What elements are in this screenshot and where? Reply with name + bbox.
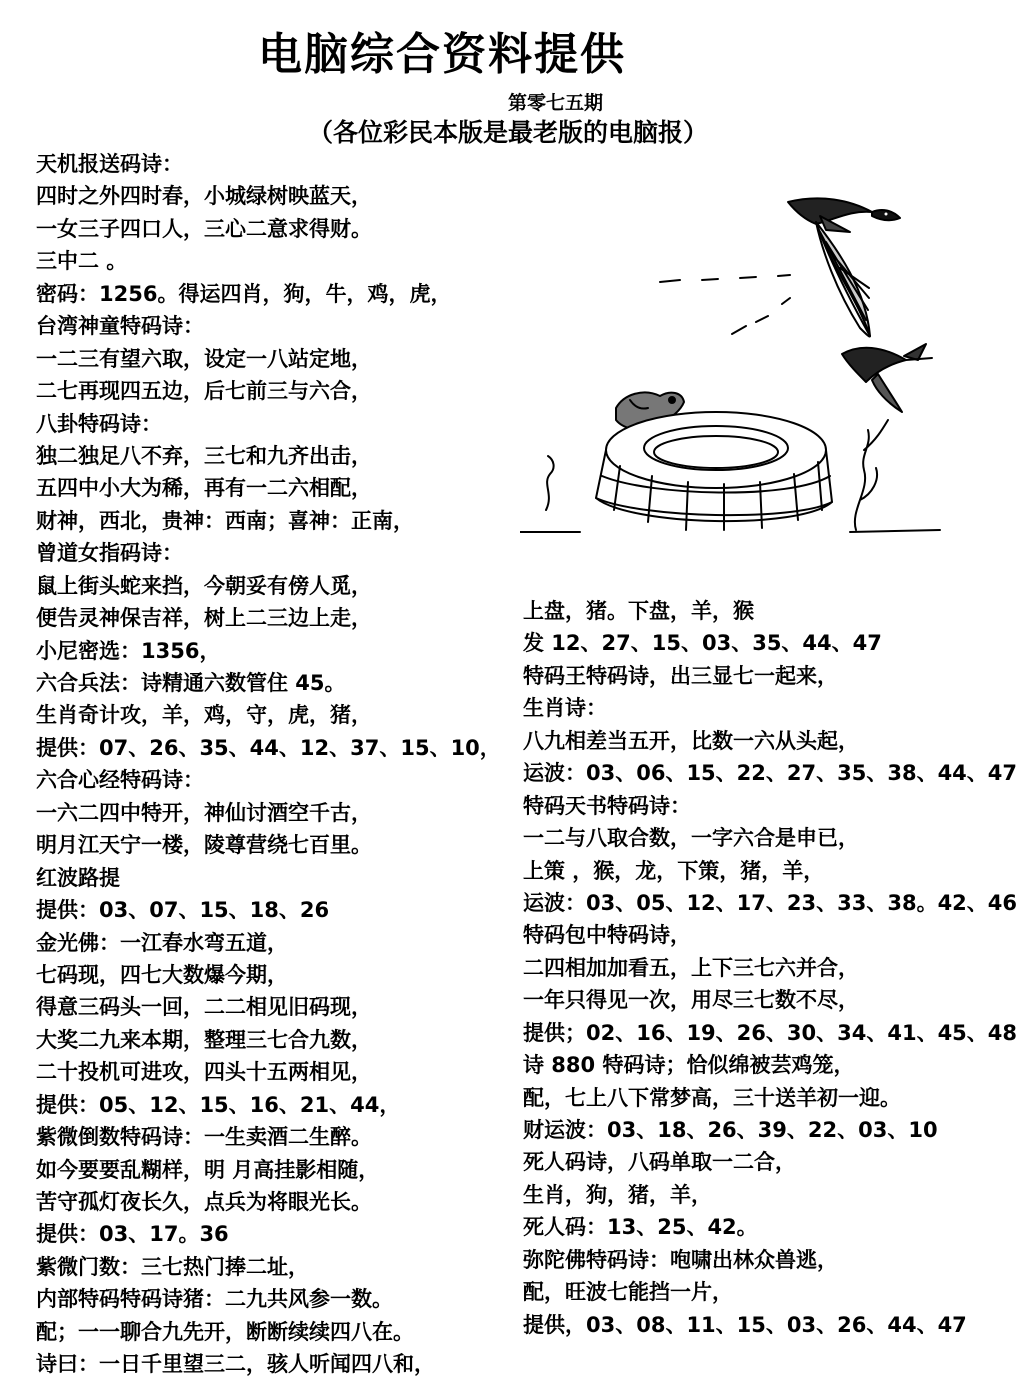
text-line: 紫微门数：三七热门捧二址， [36,1254,309,1279]
text-line: 特码天书特码诗： [523,793,691,818]
text-line: 八九相差当五开，比数一六从头起， [523,728,859,753]
text-line: 密码：1256。得运四肖，狗，牛，鸡，虎， [36,281,452,306]
text-line: 一年只得见一次，用尽三七数不尽， [523,988,859,1013]
lower-bird-icon [842,344,932,412]
text-line: 便告灵神保吉祥，树上二三边上走， [36,606,372,631]
issue-number: 第零七五期 [508,92,604,114]
text-line: 得意三码头一回，二二相见旧码现， [36,995,372,1020]
text-line: 如今要要乱糊样，明 月高挂影相随， [36,1157,380,1182]
text-line: 生肖奇计攻，羊，鸡，守，虎，猪， [36,703,372,728]
page-title: 电脑综合资料提供 [258,29,626,80]
text-line: 上盘，猪。下盘，羊，猴 [523,599,754,623]
text-line: 二七再现四五边，后七前三与六合， [36,379,372,404]
text-line: 一二三有望六取，设定一八站定地， [36,346,372,371]
text-line: 提供：05、12、15、16、21、44， [36,1092,401,1117]
text-line: 运波：03、05、12、17、23、33、38。42、46 [523,890,1018,915]
text-line: 一女三子四口人，三心二意求得财。 [36,216,372,241]
text-line: 财神，西北，贵神：西南；喜神：正南， [36,508,414,533]
text-line: 提供，03、08、11、15、03、26、44、47 [523,1312,967,1337]
upper-bird-icon [788,198,900,232]
text-line: 二十投机可进攻，四头十五两相见， [36,1060,372,1085]
text-line: 一二与八取合数，一字六合是申已， [523,826,859,851]
text-line: 配，旺波七能挡一片， [523,1280,733,1305]
text-line: 苦守孤灯夜长久，点兵为将眼光长。 [36,1190,372,1214]
text-line: 提供：03、17。36 [36,1222,229,1247]
well-icon [596,412,832,530]
text-line: 八卦特码诗： [36,411,162,436]
text-line: 生肖，狗，猪，羊， [523,1182,712,1207]
text-line: 死人码诗，八码单取一二合， [523,1150,796,1175]
text-line: 曾道女指码诗： [36,541,183,566]
text-line: 四时之外四时春，小城绿树映蓝天， [36,184,372,209]
text-line: 一六二四中特开，神仙讨酒空千古， [36,800,372,825]
subtitle: （各位彩民本版是最老版的电脑报） [308,118,709,147]
net-icon [816,222,870,337]
text-line: 配，七上八下常梦高，三十送羊初一迎。 [523,1085,901,1110]
text-line: 提供：07、26、35、44、12、37、15、10， [36,735,501,760]
text-line: 提供；02、16、19、26、30、34、41、45、48 [523,1020,1018,1045]
text-line: 台湾神童特码诗： [36,314,204,339]
text-line: 特码包中特码诗， [523,923,691,948]
text-line: 三中二 。 [36,249,128,274]
text-line: 大奖二九来本期，整理三七合九数， [36,1027,372,1052]
text-line: 配；一一聊合九先开，断断续续四八在。 [36,1319,414,1344]
text-line: 六合兵法：诗精通六数管住 45。 [36,671,346,695]
text-line: 鼠上街头蛇来挡，今朝妥有傍人觅， [36,573,372,598]
text-line: 诗曰：一日千里望三二，骇人听闻四八和， [36,1352,435,1377]
text-line: 紫微倒数特码诗：一生卖酒二生醉。 [36,1125,372,1150]
text-line: 特码王特码诗，出三显七一起来， [523,663,838,688]
text-line: 六合心经特码诗： [36,768,204,793]
right-column [523,595,1018,1341]
text-line: 运波：03、06、15、22、27、35、38、44、47 [523,761,1018,786]
text-line: 明月江天宁一楼，陵尊营绕七百里。 [36,833,372,858]
text-line: 死人码：13、25、42。 [523,1215,758,1240]
text-line: 二四相加加看五，上下三七六并合， [523,955,859,980]
text-line: 内部特码特码诗猪：二九共风参一数。 [36,1287,393,1312]
left-column [36,148,506,1381]
text-line: 提供：03、07、15、18、26 [36,898,330,923]
text-line: 诗 880 特码诗；恰似绵被芸鸡笼， [523,1053,855,1078]
text-line: 红波路提 [36,865,120,890]
text-line: 财运波：03、18、26、39、22、03、10 [523,1118,938,1142]
text-line: 七码现，四七大数爆今期， [36,962,288,987]
text-line: 弥陀佛特码诗：咆啸出林众兽逃， [523,1247,838,1272]
well-frog-birds-illustration [520,150,1000,590]
text-line: 生肖诗： [523,696,607,721]
text-line: 独二独足八不弃，三七和九齐出击， [36,443,372,468]
text-line: 小尼密选：1356， [36,638,221,663]
text-line: 发 12、27、15、03、35、44、47 [523,631,882,656]
text-line: 上策 ，猴，龙，下策，猪，羊， [523,858,825,883]
text-line: 五四中小大为稀，再有一二六相配， [36,476,372,501]
text-line: 金光佛：一江春水弯五道， [36,930,288,955]
text-line: 天机报送码诗： [36,152,183,176]
